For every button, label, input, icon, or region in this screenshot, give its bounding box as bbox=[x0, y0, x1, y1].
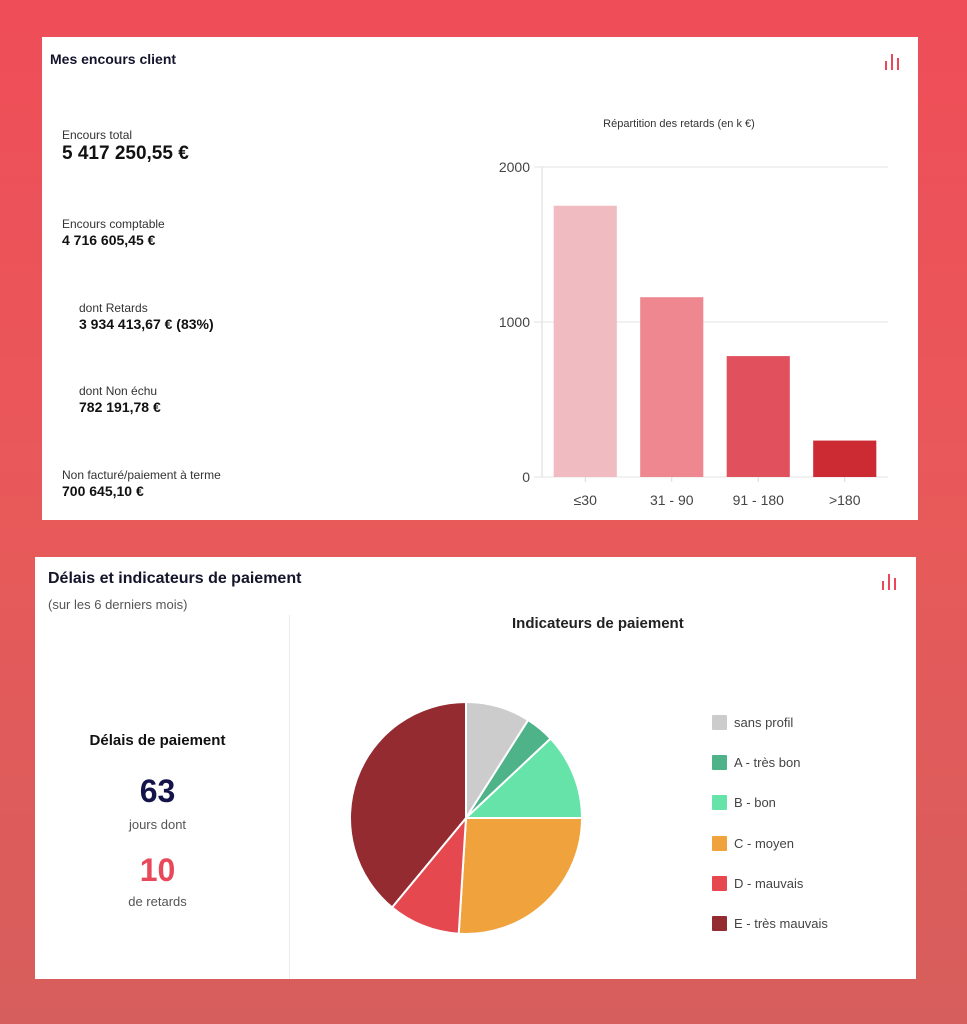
indicateurs-pie-chart bbox=[340, 692, 600, 952]
encours-title: Mes encours client bbox=[50, 51, 177, 67]
legend-label: B - bon bbox=[734, 795, 776, 811]
legend-swatch bbox=[712, 795, 727, 810]
encours-comptable-value: 4 716 605,45 € bbox=[62, 232, 156, 248]
encours-non-facture bbox=[62, 468, 221, 500]
encours-total-label: Encours total bbox=[62, 128, 133, 142]
bar-2 bbox=[640, 297, 703, 477]
encours-retards-label: dont Retards bbox=[79, 301, 148, 315]
legend-item[interactable] bbox=[712, 783, 828, 823]
encours-total-value: 5 417 250,55 € bbox=[62, 143, 189, 164]
encours-non-echu-value: 782 191,78 € bbox=[79, 399, 161, 415]
x-tick-label: 31 - 90 bbox=[649, 492, 694, 508]
encours-non-facture-value: 700 645,10 € bbox=[62, 483, 144, 499]
bar-chart-icon[interactable] bbox=[879, 571, 899, 591]
bar-4 bbox=[813, 441, 876, 477]
legend-swatch bbox=[712, 755, 727, 770]
retards-bar-chart bbox=[462, 107, 912, 517]
bar-3 bbox=[727, 356, 790, 477]
days-value: 63 bbox=[139, 773, 176, 809]
delais-card bbox=[35, 557, 916, 979]
delais-left-title: Délais de paiement bbox=[89, 732, 226, 749]
late-label: de retards bbox=[128, 894, 187, 909]
bar-1 bbox=[554, 206, 617, 477]
legend-label: E - très mauvais bbox=[734, 916, 828, 932]
legend-item[interactable] bbox=[712, 742, 828, 782]
pie-title: Indicateurs de paiement bbox=[512, 615, 684, 632]
pie-slice-4 bbox=[459, 818, 582, 934]
encours-card bbox=[42, 37, 918, 520]
encours-retards-value: 3 934 413,67 € (83%) bbox=[79, 316, 214, 332]
legend-swatch bbox=[712, 836, 727, 851]
bar-chart-title: Répartition des retards (en k €) bbox=[603, 118, 755, 130]
y-tick-label: 2000 bbox=[498, 159, 530, 175]
delais-subtitle: (sur les 6 derniers mois) bbox=[48, 597, 188, 612]
legend-label: A - très bon bbox=[734, 754, 801, 770]
x-tick-label: >180 bbox=[828, 492, 861, 508]
section-divider bbox=[289, 615, 290, 979]
y-tick-label: 0 bbox=[522, 469, 530, 485]
x-tick-label: ≤30 bbox=[573, 492, 597, 508]
late-value: 10 bbox=[139, 852, 176, 888]
legend-label: sans profil bbox=[734, 714, 794, 730]
pie-legend bbox=[712, 702, 828, 944]
encours-non-echu-label: dont Non échu bbox=[79, 384, 158, 398]
bar-chart-icon[interactable] bbox=[882, 51, 902, 71]
legend-item[interactable] bbox=[712, 903, 828, 943]
legend-label: D - mauvais bbox=[734, 875, 804, 891]
encours-total bbox=[62, 128, 189, 166]
legend-swatch bbox=[712, 715, 727, 730]
x-tick-label: 91 - 180 bbox=[732, 492, 784, 508]
legend-item[interactable] bbox=[712, 702, 828, 742]
legend-item[interactable] bbox=[712, 823, 828, 863]
legend-item[interactable] bbox=[712, 863, 828, 903]
encours-comptable bbox=[62, 217, 165, 249]
legend-label: C - moyen bbox=[734, 835, 794, 851]
encours-retards bbox=[79, 301, 214, 333]
encours-non-facture-label: Non facturé/paiement à terme bbox=[62, 468, 221, 482]
y-tick-label: 1000 bbox=[498, 314, 530, 330]
delais-title: Délais et indicateurs de paiement bbox=[48, 570, 302, 587]
legend-swatch bbox=[712, 916, 727, 931]
encours-non-echu bbox=[79, 384, 161, 416]
encours-comptable-label: Encours comptable bbox=[62, 217, 165, 231]
legend-swatch bbox=[712, 876, 727, 891]
days-label: jours dont bbox=[128, 817, 187, 832]
